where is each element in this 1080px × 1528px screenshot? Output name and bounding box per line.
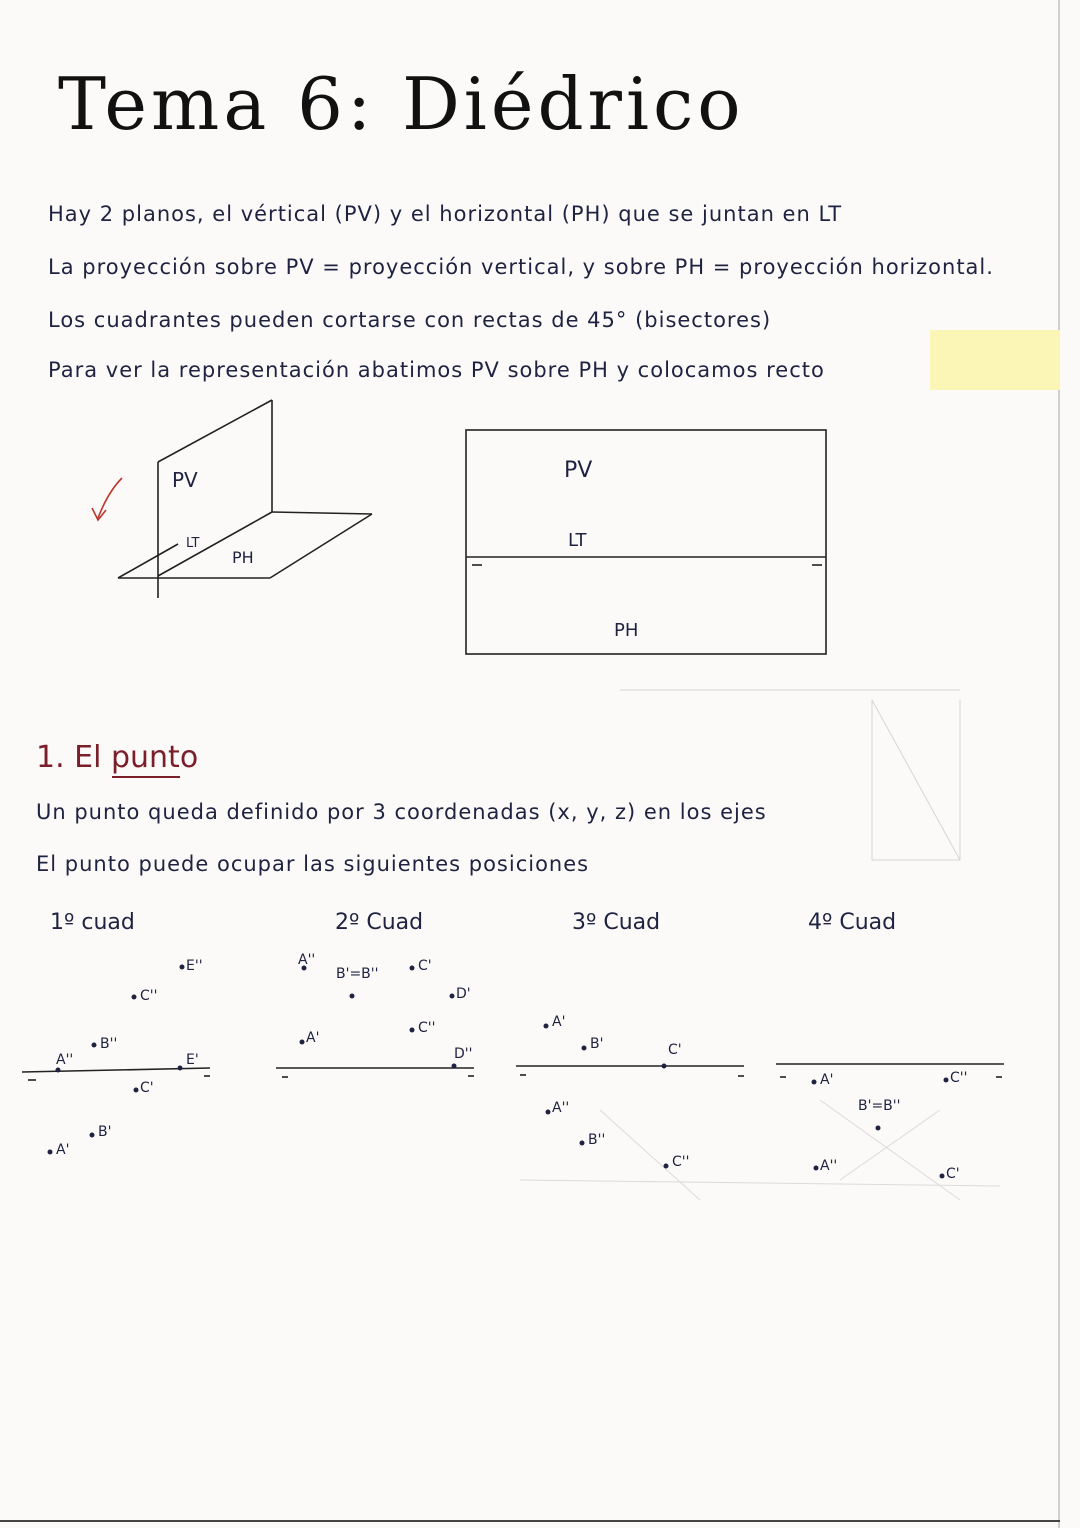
q4-point-label: A' bbox=[820, 1072, 834, 1088]
q1-point-label: A'' bbox=[56, 1052, 74, 1068]
faint-overlay bbox=[520, 1100, 1000, 1200]
quadrant-1-label: 1º cuad bbox=[50, 910, 135, 935]
q3-point-label: B' bbox=[590, 1036, 604, 1052]
q2-point-label: A' bbox=[306, 1030, 320, 1046]
intro-line-4: Para ver la representación abatimos PV sobre PH y colocamos recto bbox=[48, 358, 825, 382]
point-dots bbox=[48, 965, 949, 1179]
q1-point-label: A' bbox=[56, 1142, 70, 1158]
q3-point-label: C' bbox=[668, 1042, 682, 1058]
arrow-icon bbox=[92, 478, 122, 520]
ph-label-flat: PH bbox=[614, 620, 639, 641]
intro-line-3: Los cuadrantes pueden cortarse con rectas de 45° (bisectores) bbox=[48, 308, 772, 332]
q4-point-label: B'=B'' bbox=[858, 1098, 901, 1114]
q4-point-label: C'' bbox=[950, 1070, 968, 1086]
q2-point-label: A'' bbox=[298, 952, 316, 968]
pv-label-flat: PV bbox=[564, 458, 593, 483]
ph-label-3d: PH bbox=[232, 548, 254, 567]
quadrant-4-label: 4º Cuad bbox=[808, 910, 897, 935]
section-title: 1. El punto bbox=[36, 740, 199, 775]
quadrant-3-label: 3º Cuad bbox=[572, 910, 661, 935]
q3-point-label: A'' bbox=[552, 1100, 570, 1116]
q2-point-label: C' bbox=[418, 958, 432, 974]
q1-point-label: B' bbox=[98, 1124, 112, 1140]
q2-point-label: D' bbox=[456, 986, 471, 1002]
planes-3d-figure bbox=[118, 400, 372, 598]
q4-point-label: C' bbox=[946, 1166, 960, 1182]
q4-point-label: A'' bbox=[820, 1158, 838, 1174]
q1-point-label: E'' bbox=[186, 958, 203, 974]
page-title: Tema 6: Diédrico bbox=[58, 62, 745, 146]
intro-line-1: Hay 2 planos, el vértical (PV) y el horizontal (PH) que se juntan en LT bbox=[48, 202, 843, 226]
q2-point-label: D'' bbox=[454, 1046, 473, 1062]
intro-line-2: La proyección sobre PV = proyección vertical, y sobre PH = proyección horizontal. bbox=[48, 255, 994, 279]
q1-point-label: E' bbox=[186, 1052, 199, 1068]
q1-point-label: C'' bbox=[140, 988, 158, 1004]
q3-point-label: A' bbox=[552, 1014, 566, 1030]
lt-label-3d: LT bbox=[186, 536, 200, 551]
section-line-2: El punto puede ocupar las siguientes posiciones bbox=[36, 852, 590, 876]
planes-flat-figure bbox=[466, 430, 826, 654]
q1-point-label: C' bbox=[140, 1080, 154, 1096]
q1-point-label: B'' bbox=[100, 1036, 118, 1052]
lt-label-flat: LT bbox=[568, 530, 587, 551]
q3-point-label: B'' bbox=[588, 1132, 606, 1148]
q2-point-label: C'' bbox=[418, 1020, 436, 1036]
quadrant-baselines bbox=[22, 1064, 1004, 1080]
q3-point-label: C'' bbox=[672, 1154, 690, 1170]
pv-label-3d: PV bbox=[172, 468, 198, 492]
faint-marks bbox=[620, 690, 960, 860]
q2-point-label: B'=B'' bbox=[336, 966, 379, 982]
section-line-1: Un punto queda definido por 3 coordenadas (x, y, z) en los ejes bbox=[36, 800, 767, 824]
section-underline bbox=[112, 776, 180, 778]
quadrant-2-label: 2º Cuad bbox=[335, 910, 424, 935]
